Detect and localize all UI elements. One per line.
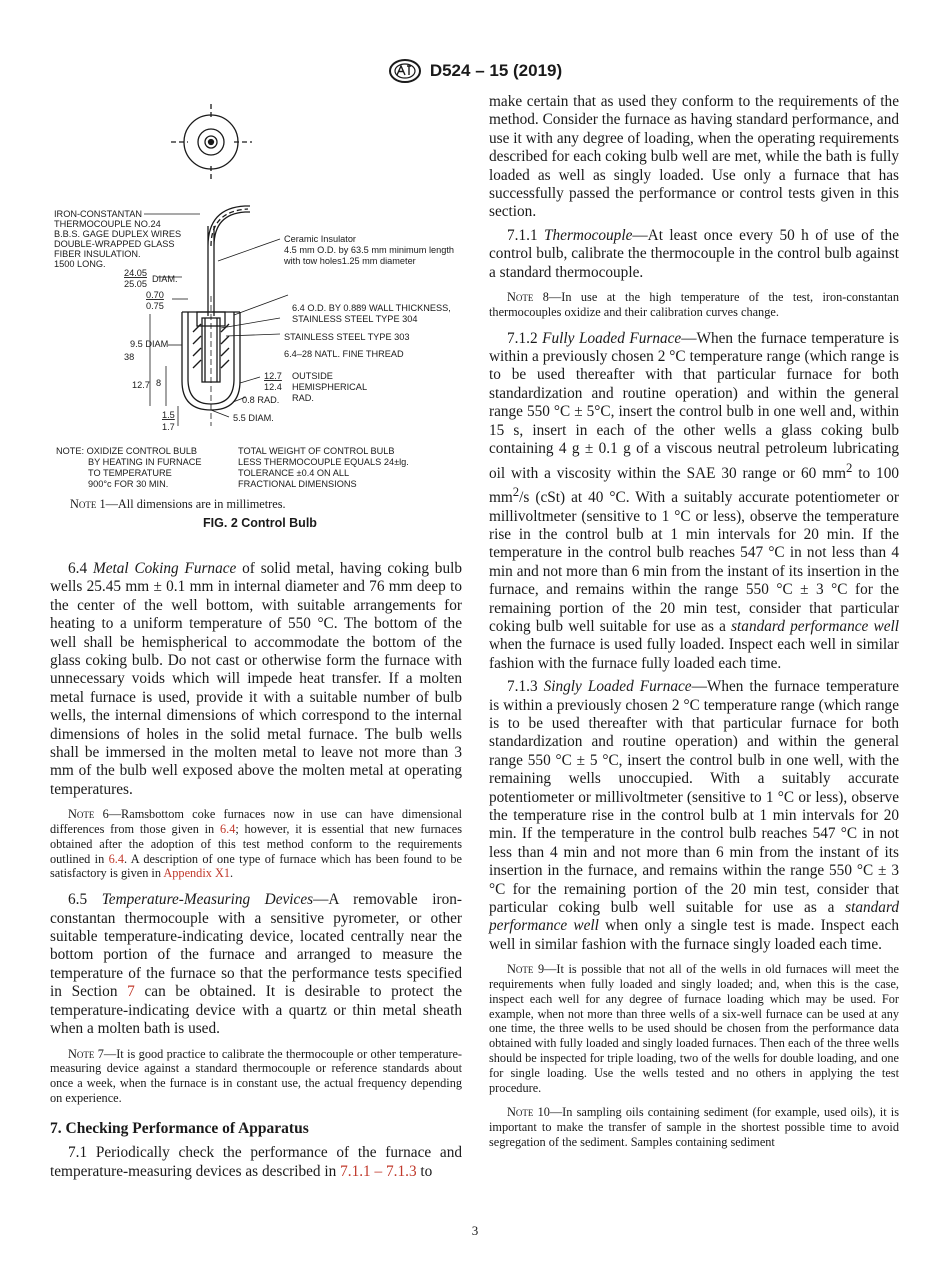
figure-note-text: 1—All dimensions are in millimetres. bbox=[96, 497, 286, 511]
fig-label-thermo-4: DOUBLE-WRAPPED GLASS bbox=[54, 239, 175, 249]
fig-dim-9-5: 9.5 DIAM bbox=[130, 339, 169, 349]
superscript: 2 bbox=[512, 485, 520, 499]
control-bulb-drawing bbox=[50, 96, 470, 536]
paragraph-text: when the furnace is used fully loaded. Inspect each well in similar fashion with the furnace fully loaded each time. bbox=[489, 636, 899, 672]
note-10 bbox=[489, 1105, 899, 1149]
fig-dim-38: 38 bbox=[124, 352, 135, 362]
fig-label-ceramic-2: 4.5 mm O.D. by 63.5 mm minimum length bbox=[284, 245, 455, 255]
fig-label-ceramic-1: Ceramic Insulator bbox=[284, 234, 356, 244]
fig-note-3: TO TEMPERATURE bbox=[88, 468, 172, 478]
paragraph-text: can be obtained. It is desirable to protect the temperature-indicating device with a quartz or thin metal sheath when a molten bath is used. bbox=[50, 983, 462, 1038]
paragraph-text: —When the furnace temperature is within a previously chosen 2 °C temperature range (which range is to be used thereafter with that particular furnace for both standardization and routine operation) and within the general range 550 °C ± 5 °C, insert the control bulb in one well, with the remaining wells unoccupied. With a suitably accurate potentiometer or millivoltmeter (sensitive to 1 °C or less), observe the temperature rise in the control bulb at 1 min intervals for 20 min. If the temperature in the control bulb reaches 547 °C in not less than 4 min and not more than 6 min from the instant of its insertion in the furnace, and remains within the range 550 °C ± 3 °C for the remaining portion of the 20 min test, consider that particular coking bulb well suitable for use as a bbox=[489, 678, 899, 917]
note-7 bbox=[50, 1047, 462, 1106]
fig-dim-25-05: 25.05 bbox=[124, 279, 147, 289]
left-column bbox=[50, 560, 462, 1186]
note-6 bbox=[50, 807, 462, 881]
fig-dim-5-5: 5.5 DIAM. bbox=[233, 413, 274, 423]
note-text: ; however, it is essential that new furnaces obtained after the adoption of this test method conform to the requirements outlined in bbox=[50, 822, 462, 866]
section-number: 7.1.2 bbox=[507, 329, 543, 347]
paragraph-text: to bbox=[416, 1162, 433, 1180]
fig-note-4: 900°c FOR 30 MIN. bbox=[88, 479, 169, 489]
fig-label-thermo-3: B.B.S. GAGE DUPLEX WIRES bbox=[54, 229, 182, 239]
section-heading-7: 7. Checking Performance of Apparatus bbox=[50, 1119, 309, 1137]
astm-logo-icon bbox=[388, 58, 422, 84]
emphasis: standard performance well bbox=[731, 617, 899, 635]
section-title: Fully Loaded Furnace bbox=[542, 329, 682, 347]
fig-dim-24-05: 24.05 bbox=[124, 268, 147, 278]
control-bulb-figure bbox=[50, 96, 470, 536]
fig-label-wall-1: 6.4 O.D. BY 0.889 WALL THICKNESS, bbox=[292, 303, 451, 313]
fig-dim-1-5: 1.5 bbox=[162, 410, 175, 420]
fig-label-thermo-1: IRON-CONSTANTAN bbox=[54, 209, 142, 219]
emphasis: standard performance well bbox=[489, 899, 899, 935]
fig-dim-0-75: 0.75 bbox=[146, 301, 164, 311]
paragraph-text: —A removable iron-constantan thermocouple with a sensitive pyrometer, or other suitable temperature-indicating device, located centrally near the bottom portion of the furnace and arranged to measure the temperature of the furnace so that the performance tests specified in Section bbox=[50, 891, 462, 1001]
paragraph-text: —When the furnace temperature is within a previously chosen 2 °C temperature range (which range is to be used thereafter with that particular furnace for both standardization and routine operation) and within the general range 550 °C ± 5°C, insert the control bulb in one well and, within 15 s, insert in each of the other wells a glass coking bulb containing 4 g ± 0.1 g of a viscous neutral petroleum lubricating oil with a viscosity within the SAE 30 range or 60 mm bbox=[489, 329, 899, 482]
fig-weight-1: TOTAL WEIGHT OF CONTROL BULB bbox=[238, 446, 395, 456]
page-header bbox=[0, 58, 950, 84]
paragraph-text: /s (cSt) at 40 °C. With a suitably accurate potentiometer or millivoltmeter (sensitive to 1 °C or less), observe the temperature rise in the control bulb at 1 min intervals for 20 min. If the temperature in the control bulb reaches 547 °C in not less than 4 min and not more than 6 min from the instant of its insertion in the furnace, and remains within the range 550 °C ± 3 °C for the remaining portion of the 20 min test, consider that particular coking bulb well suitable for use as a bbox=[489, 489, 899, 635]
section-title: Metal Coking Furnace bbox=[92, 560, 237, 577]
note-label: Note bbox=[507, 290, 534, 305]
section-number: 6.4 bbox=[68, 560, 93, 577]
figure-caption: FIG. 2 Control Bulb bbox=[203, 516, 317, 530]
note-text: 6—Ramsbottom coke furnaces now in use can have dimensional differences from those given in bbox=[50, 807, 462, 837]
section-title: Temperature-Measuring Devices bbox=[101, 891, 314, 909]
fig-dim-12-7b: 12.7 bbox=[264, 371, 282, 381]
fig-label-thread: 6.4–28 NATL. FINE THREAD bbox=[284, 349, 404, 359]
page-number: 3 bbox=[471, 1223, 479, 1238]
section-number: 7.1.3 bbox=[507, 678, 544, 696]
fig-label-thermo-2: THERMOCOUPLE NO.24 bbox=[54, 219, 161, 229]
paragraph-text: of solid metal, having coking bulb wells 25.45 mm ± 0.1 mm in internal diameter and 76 mm deep to the center of the well bottom, with suitable arrangements for heating to a uniform temperature of 550 °C. The bottom of the well shall be hemispherical to accommodate the bottom of the glass coking bulb. Do not cast or otherwise form the furnace with unnecessary voids which will impede heat transfer. If a molten metal furnace is used, provide it with a suitable number of bulb wells, the internal dimensions of which correspond to the internal dimensions of holes in the solid metal furnace. The bulb wells shall be immersed in the molten metal to leave not more than 3 mm of the bulb well exposed above the molten metal at operating temperatures. bbox=[50, 560, 462, 798]
paragraph-7-1-3 bbox=[489, 678, 899, 954]
superscript: 2 bbox=[846, 460, 853, 475]
right-column bbox=[489, 93, 899, 1160]
note-9 bbox=[489, 962, 899, 1095]
fig-dim-diam: DIAM. bbox=[152, 274, 178, 284]
note-text: . A description of one type of furnace which has been found to be satisfactory is given in bbox=[50, 851, 463, 881]
paragraph-7-1 bbox=[50, 1144, 462, 1181]
fig-weight-2: LESS THERMOCOUPLE EQUALS 24±lg. bbox=[238, 457, 409, 467]
link-appendix-x1[interactable]: Appendix X1 bbox=[163, 866, 230, 881]
paragraph-6-5 bbox=[50, 891, 462, 1038]
section-title: Singly Loaded Furnace bbox=[543, 678, 692, 696]
section-number: 7.1.1 bbox=[507, 226, 544, 244]
note-8 bbox=[489, 290, 899, 320]
paragraph-text: when only a single test is made. Inspect each well in similar fashion with the furnace singly loaded each time. bbox=[489, 917, 899, 953]
note-text: 7—It is good practice to calibrate the thermocouple or other temperature-measuring device against a standard thermocouple or reference standards about once a week, when the furnace is in constant use, the actual frequency depending on experience. bbox=[50, 1046, 462, 1105]
figure-note-label: Note bbox=[70, 497, 97, 511]
note-label: Note bbox=[507, 1105, 534, 1120]
fig-dim-12-7a: 12.7 bbox=[132, 380, 150, 390]
fig-label-thermo-5: FIBER INSULATION. bbox=[54, 249, 141, 259]
fig-dim-12-4: 12.4 bbox=[264, 382, 282, 392]
section-number: 6.5 bbox=[68, 891, 102, 909]
fig-label-ss303: STAINLESS STEEL TYPE 303 bbox=[284, 332, 410, 342]
note-text: 9—It is possible that not all of the wells in old furnaces will meet the requirements when fully loaded and singly loaded; and, when this is the case, inspect each well for any degree of furnace loading which may be used. For example, when not more than three wells of a six-well furnace can be used at any one time, the three wells to be used should be chosen from the performance data obtained with fully loaded and singly loaded furnaces. Then each of the three wells should be inspected for triple loading, two of the wells for double loading, and one for single loading. Use the wells tested and no others in applying the test procedure. bbox=[489, 962, 899, 1095]
paragraph-7-1-1 bbox=[489, 227, 899, 282]
fig-dim-1-7: 1.7 bbox=[162, 422, 175, 432]
fig-label-thermo-6: 1500 LONG. bbox=[54, 259, 106, 269]
fig-label-rad08: 0.8 RAD. bbox=[242, 395, 280, 405]
link-6-4[interactable]: 6.4 bbox=[108, 851, 125, 866]
paragraph-6-4 bbox=[50, 560, 462, 799]
fig-note-2: BY HEATING IN FURNACE bbox=[88, 457, 202, 467]
fig-label-outside: OUTSIDE bbox=[292, 371, 333, 381]
section-title: Thermocouple bbox=[544, 226, 633, 244]
link-section-7[interactable]: 7 bbox=[127, 983, 135, 1001]
fig-weight-3: TOLERANCE ±0.4 ON ALL bbox=[238, 468, 350, 478]
note-label: Note bbox=[68, 807, 95, 822]
figure-note bbox=[70, 497, 286, 512]
paragraph-text: 7.1 Periodically check the performance of the furnace and temperature-measuring devices as described in bbox=[50, 1144, 462, 1180]
fig-label-ceramic-3: with tow holes1.25 mm diameter bbox=[284, 256, 416, 266]
link-7-1-1-7-1-3[interactable]: 7.1.1 – 7.1.3 bbox=[340, 1162, 417, 1180]
note-label: Note bbox=[68, 1046, 95, 1061]
note-label: Note bbox=[507, 962, 534, 977]
link-6-4[interactable]: 6.4 bbox=[219, 822, 236, 837]
fig-dim-0-70: 0.70 bbox=[146, 290, 164, 300]
note-text: . bbox=[230, 866, 234, 881]
fig-note-1: NOTE: OXIDIZE CONTROL BULB bbox=[56, 446, 198, 456]
fig-weight-4: FRACTIONAL DIMENSIONS bbox=[238, 479, 357, 489]
fig-label-rad: RAD. bbox=[292, 393, 314, 403]
paragraph-7-1-2 bbox=[489, 330, 899, 674]
fig-label-wall-2: STAINLESS STEEL TYPE 304 bbox=[292, 314, 418, 324]
paragraph-text: to 100 mm bbox=[489, 464, 899, 507]
fig-label-hemi: HEMISPHERICAL bbox=[292, 382, 368, 392]
paragraph-7-1-continued: make certain that as used they conform to the requirements of the method. Consider the furnace as having standard performance, and use it with any degree of loading, when the operating requirements described for each coking bulb well are met, while the bath is fully loaded as well as singly loaded. Use only a furnace that has successfully passed the performance or control tests given in this section. bbox=[489, 93, 899, 221]
note-text: 8—In use at the high temperature of the test, iron-constantan thermocouples oxidize and their calibration curves change. bbox=[489, 290, 899, 319]
document-title: D524 – 15 (2019) bbox=[429, 61, 563, 80]
paragraph-text: —At least once every 50 h of use of the control bulb, calibrate the thermocouple in the control bulb against a standard thermocouple. bbox=[489, 226, 899, 281]
fig-dim-8: 8 bbox=[156, 378, 162, 388]
note-text: 10—In sampling oils containing sediment (for example, used oils), it is important to make the transfer of sample in the shortest possible time to avoid segregation of the sediment. Samples containing sediment bbox=[489, 1105, 899, 1150]
